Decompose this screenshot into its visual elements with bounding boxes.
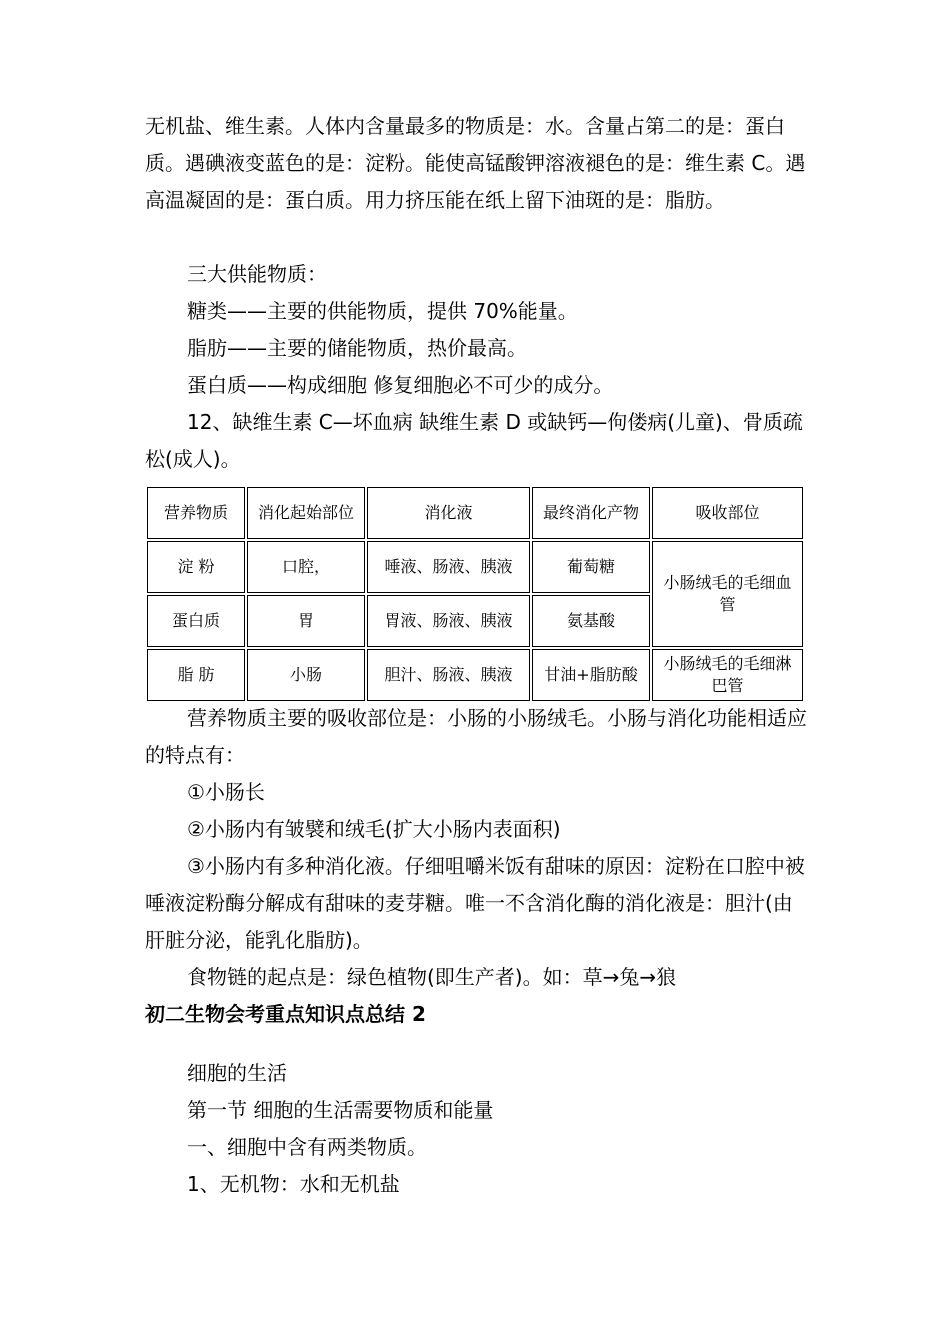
- paragraph-vitamin-deficiency: 12、缺维生素 C—坏血病 缺维生素 D 或缺钙—佝偻病(儿童)、骨质疏松(成人)。: [145, 410, 803, 471]
- cell-final-product: 葡萄糖: [532, 541, 650, 593]
- digestion-table: [145, 485, 805, 703]
- table-row: [147, 541, 803, 593]
- header-digestive-juice: 消化液: [367, 487, 530, 539]
- list-item-intestine-long: ①小肠长: [187, 780, 265, 804]
- header-nutrient: 营养物质: [147, 487, 245, 539]
- section-line-cell-life: 细胞的生活: [187, 1061, 287, 1085]
- table-header-row: [147, 487, 803, 539]
- header-start-site: 消化起始部位: [247, 487, 365, 539]
- cell-start-site: 口腔，: [247, 541, 365, 593]
- cell-digestive-juice: 胃液、肠液、胰液: [367, 595, 530, 647]
- cell-final-product: 氨基酸: [532, 595, 650, 647]
- section-line-first-section: 第一节 细胞的生活需要物质和能量: [187, 1098, 494, 1122]
- header-absorption-site: 吸收部位: [652, 487, 803, 539]
- header-final-product: 最终消化产物: [532, 487, 650, 539]
- cell-absorption-site-merged: 小肠绒毛的毛细血管: [652, 541, 803, 647]
- cell-nutrient: 脂 肪: [147, 649, 245, 701]
- cell-final-product: 甘油+脂肪酸: [532, 649, 650, 701]
- cell-start-site: 小肠: [247, 649, 365, 701]
- list-item-digestive-juices: ③小肠内有多种消化液。仔细咀嚼米饭有甜味的原因：淀粉在口腔中被唾液淀粉酶分解成有甜味的麦芽糖。唯一不含消化酶的消化液是：胆汁(由肝脏分泌，能乳化脂肪)。: [145, 854, 805, 952]
- table-row: [147, 649, 803, 701]
- paragraph-inorganic-summary: 无机盐、维生素。人体内含量最多的物质是：水。含量占第二的是：蛋白质。遇碘液变蓝色的是：淀粉。能使高锰酸钾溶液褪色的是：维生素 C。遇高温凝固的是：蛋白质。用力挤压能在纸上留下油斑的是：脂肪。: [145, 114, 806, 212]
- paragraph-food-chain: 食物链的起点是：绿色植物(即生产者)。如：草→兔→狼: [187, 965, 677, 989]
- cell-digestive-juice: 唾液、肠液、胰液: [367, 541, 530, 593]
- section-line-inorganic: 1、无机物：水和无机盐: [187, 1172, 400, 1196]
- paragraph-carbohydrate: 糖类——主要的供能物质，提供 70%能量。: [187, 299, 578, 323]
- cell-digestive-juice: 胆汁、肠液、胰液: [367, 649, 530, 701]
- cell-nutrient: 蛋白质: [147, 595, 245, 647]
- cell-start-site: 胃: [247, 595, 365, 647]
- cell-nutrient: 淀 粉: [147, 541, 245, 593]
- section-title: 初二生物会考重点知识点总结 2: [145, 1002, 426, 1026]
- paragraph-absorption-site: 营养物质主要的吸收部位是：小肠的小肠绒毛。小肠与消化功能相适应的特点有：: [145, 706, 807, 767]
- paragraph-protein: 蛋白质——构成细胞 修复细胞必不可少的成分。: [187, 373, 614, 397]
- section-line-two-substances: 一、细胞中含有两类物质。: [187, 1135, 427, 1159]
- paragraph-energy-heading: 三大供能物质：: [187, 262, 327, 286]
- list-item-intestine-folds: ②小肠内有皱襞和绒毛(扩大小肠内表面积): [187, 817, 561, 841]
- cell-absorption-site: 小肠绒毛的毛细淋巴管: [652, 649, 803, 701]
- paragraph-fat: 脂肪——主要的储能物质，热价最高。: [187, 336, 527, 360]
